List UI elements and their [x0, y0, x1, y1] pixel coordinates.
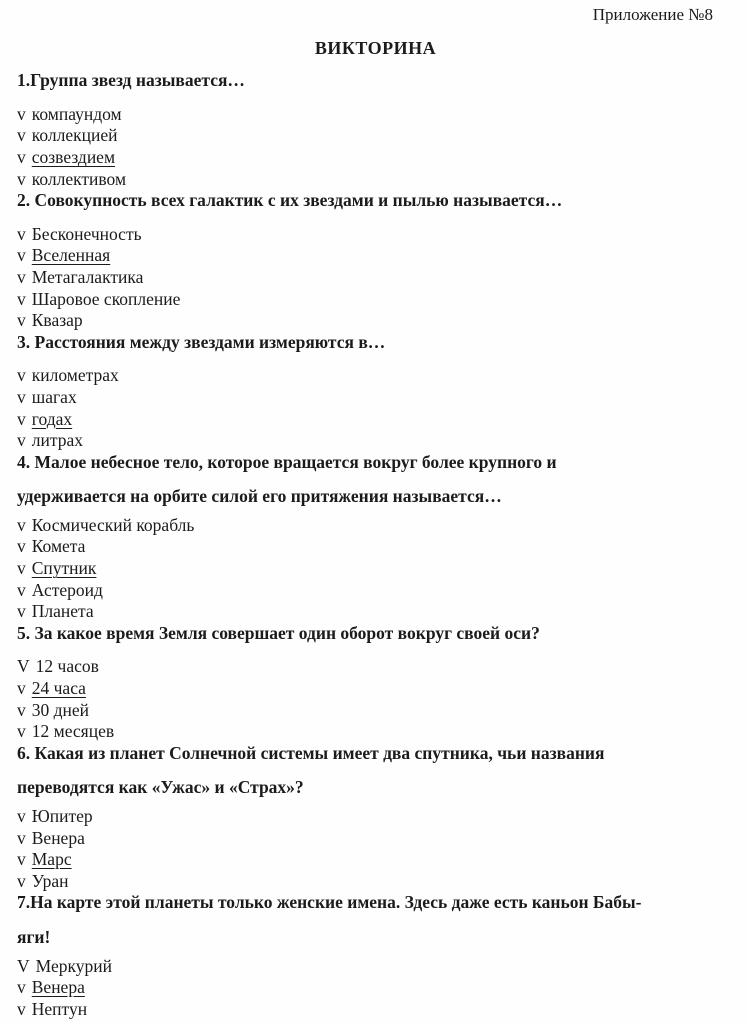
- option-marker: v: [17, 386, 26, 407]
- question-text: 2. Совокупность всех галактик с их звездами и пылью называется…: [17, 190, 563, 211]
- question-text: 4. Малое небесное тело, которое вращается вокруг более крупного и: [17, 451, 557, 472]
- option-marker: v: [17, 579, 26, 600]
- question-1-options: [17, 104, 734, 190]
- question-6: [17, 743, 734, 799]
- option-row: [17, 956, 734, 978]
- option-marker: v: [17, 699, 26, 720]
- question-4: [17, 452, 734, 508]
- option-row: [17, 601, 734, 623]
- option-marker: v: [17, 806, 26, 826]
- option-row: [17, 267, 734, 289]
- question-text: яги!: [17, 926, 51, 947]
- option-row: [17, 125, 734, 147]
- option-row: [17, 977, 734, 999]
- question-7-options: [17, 956, 734, 1021]
- option-row: [17, 580, 734, 602]
- option-label: литрах: [31, 430, 83, 451]
- option-label: годах: [31, 408, 73, 429]
- option-label: Квазар: [31, 310, 83, 331]
- option-label: 30 дней: [31, 699, 90, 720]
- option-label: Вселенная: [31, 245, 111, 266]
- option-marker: v: [17, 365, 26, 386]
- option-row: [17, 828, 734, 850]
- question-text: 5. За какое время Земля совершает один оборот вокруг своей оси?: [17, 622, 540, 643]
- option-marker: V: [17, 955, 30, 976]
- option-marker: v: [17, 827, 26, 848]
- option-label: Венера: [31, 827, 85, 848]
- option-row: [17, 245, 734, 267]
- option-marker: v: [17, 678, 26, 699]
- option-marker: v: [17, 977, 26, 998]
- option-row: [17, 365, 734, 387]
- option-row: [17, 224, 734, 246]
- option-row: [17, 430, 734, 452]
- question-text: 7.На карте этой планеты только женские имена. Здесь даже есть каньон Бабы-: [17, 892, 642, 913]
- option-row: [17, 147, 734, 169]
- option-marker: v: [17, 514, 26, 535]
- option-marker: v: [17, 558, 26, 579]
- option-row: [17, 387, 734, 409]
- question-2: [17, 190, 734, 212]
- option-row: [17, 721, 734, 743]
- option-marker: v: [17, 408, 26, 429]
- option-row: [17, 536, 734, 558]
- option-label: Бесконечность: [31, 223, 142, 244]
- option-label: Планета: [31, 601, 94, 622]
- question-6-options: [17, 806, 734, 892]
- question-2-options: [17, 224, 734, 332]
- option-marker: v: [17, 849, 26, 870]
- option-label: Меркурий: [35, 955, 112, 976]
- option-label: 12 часов: [35, 656, 99, 677]
- question-text: 6. Какая из планет Солнечной системы имеет два спутника, чьи названия: [17, 742, 605, 763]
- option-row: [17, 871, 734, 893]
- question-text: 1.Группа звезд называется…: [17, 70, 245, 91]
- option-marker: v: [17, 223, 26, 244]
- question-text: 3. Расстояния между звездами измеряются в…: [17, 331, 386, 352]
- option-label: километрах: [31, 365, 119, 386]
- option-label: Комета: [31, 536, 86, 557]
- option-marker: v: [17, 601, 26, 622]
- option-label: шагах: [31, 386, 77, 407]
- option-marker: V: [17, 656, 30, 677]
- option-label: Уран: [31, 870, 69, 891]
- option-label: созвездием: [31, 146, 116, 167]
- option-marker: v: [17, 998, 26, 1019]
- option-row: [17, 656, 734, 678]
- option-label: Юпитер: [31, 806, 93, 826]
- option-marker: v: [17, 125, 26, 146]
- option-row: [17, 289, 734, 311]
- option-label: Астероид: [31, 579, 103, 600]
- option-row: [17, 849, 734, 871]
- option-label: Венера: [31, 977, 85, 998]
- question-text: переводятся как «Ужас» и «Страх»?: [17, 777, 304, 798]
- option-marker: v: [17, 721, 26, 742]
- option-row: [17, 169, 734, 191]
- option-label: 12 месяцев: [31, 721, 115, 742]
- option-label: компаундом: [31, 103, 122, 124]
- option-label: Нептун: [31, 998, 88, 1019]
- option-row: [17, 700, 734, 722]
- option-marker: v: [17, 870, 26, 891]
- option-marker: v: [17, 266, 26, 287]
- option-label: 24 часа: [31, 678, 86, 699]
- option-row: [17, 409, 734, 431]
- option-row: [17, 515, 734, 537]
- option-label: коллективом: [31, 168, 127, 189]
- option-marker: v: [17, 536, 26, 557]
- question-3: [17, 332, 734, 354]
- option-row: [17, 104, 734, 126]
- option-marker: v: [17, 103, 26, 124]
- option-marker: v: [17, 245, 26, 266]
- option-label: Космический корабль: [31, 514, 195, 535]
- question-text: удерживается на орбите силой его притяжения называется…: [17, 486, 502, 507]
- option-marker: v: [17, 310, 26, 331]
- option-label: Метагалактика: [31, 266, 144, 287]
- option-marker: v: [17, 146, 26, 167]
- appendix-label: Приложение №8: [592, 5, 713, 24]
- option-marker: v: [17, 288, 26, 309]
- question-3-options: [17, 365, 734, 451]
- option-row: [17, 678, 734, 700]
- option-label: Спутник: [31, 558, 97, 579]
- quiz-title: ВИКТОРИНА: [314, 37, 437, 58]
- option-row: [17, 558, 734, 580]
- question-5-options: [17, 656, 734, 742]
- question-1: [17, 70, 734, 92]
- option-row: [17, 806, 734, 828]
- question-7: [17, 892, 734, 948]
- option-label: Марс: [31, 849, 72, 870]
- option-row: [17, 310, 734, 332]
- question-4-options: [17, 515, 734, 623]
- option-marker: v: [17, 168, 26, 189]
- option-marker: v: [17, 430, 26, 451]
- option-label: Шаровое скопление: [31, 288, 181, 309]
- option-row: [17, 999, 734, 1021]
- question-5: [17, 623, 734, 645]
- option-label: коллекцией: [31, 125, 118, 146]
